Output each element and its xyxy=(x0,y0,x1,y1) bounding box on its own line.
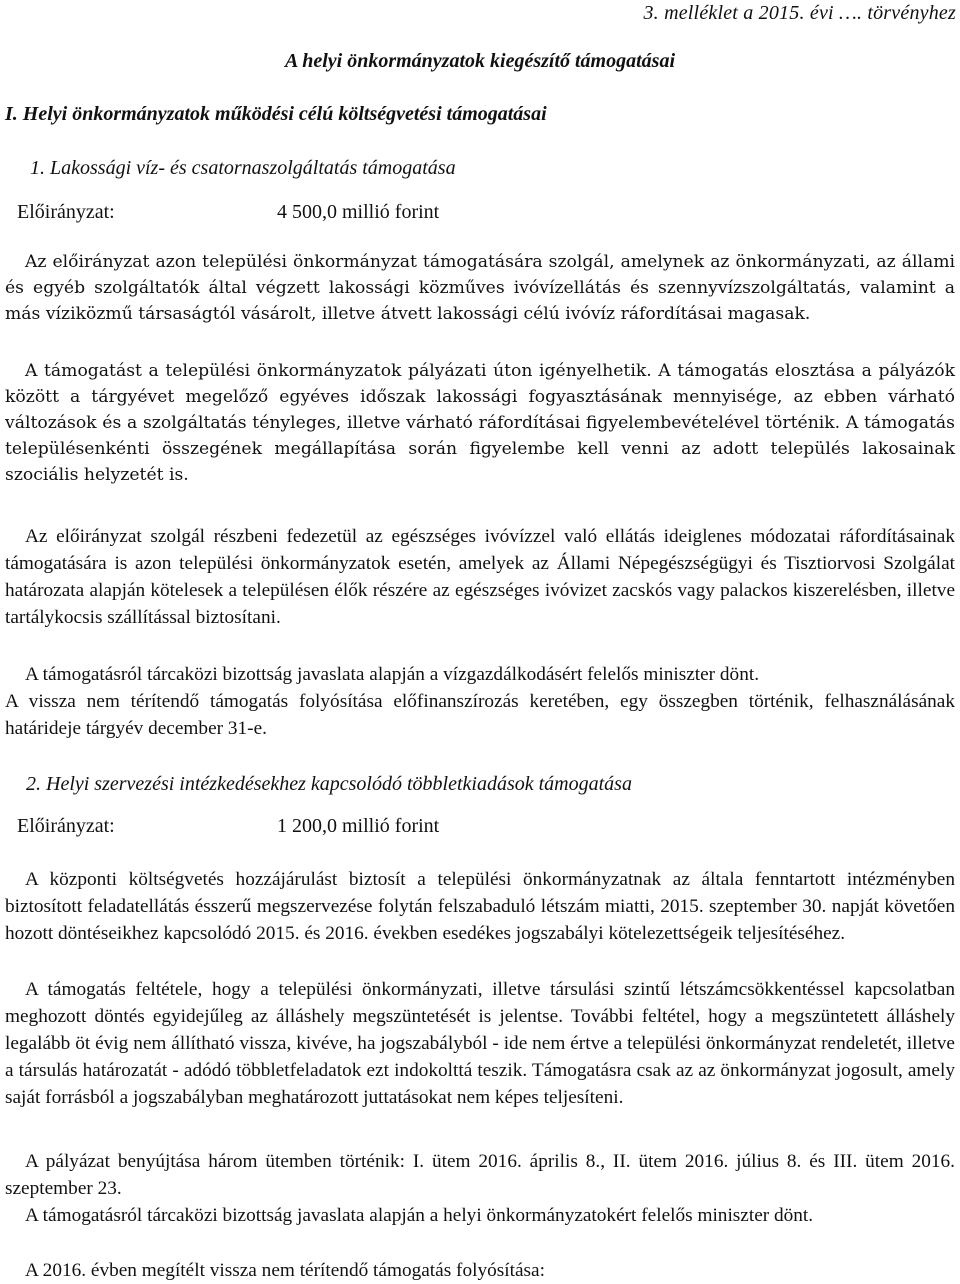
item2-heading: 2. Helyi szervezési intézkedésekhez kapcsolódó többletkiadások támogatása xyxy=(26,773,632,795)
annex-reference: 3. melléklet a 2015. évi …. törvényhez xyxy=(643,2,956,24)
item2-paragraph-1: A központi költségvetés hozzájárulást biztosít a települési önkormányzatnak az általa fenntartott intézményben biztosított feladatellátás ésszerű megszervezése folytán felszabaduló létszám miatti, 2015. szeptember 30. napját követően hozott döntéseikhez kapcsolódó 2015. és 2016. években esedékes jogszabályi kötelezettségeik teljesítéséhez. xyxy=(5,869,955,944)
item2-paragraph-3: A pályázat benyújtása három ütemben történik: I. ütem 2016. április 8., II. ütem 2016. július 8. és III. ütem 2016. szeptember 23. xyxy=(5,1151,955,1199)
item2-paragraph-2: A támogatás feltétele, hogy a települési önkormányzati, illetve társulási szintű létszámcsökkentéssel kapcsolatban meghozott döntés egyidejűleg az álláshely megszüntetését is jelentse. További feltétel, hogy a megszüntetett álláshely legalább öt évig nem állítható vissza, kivéve, ha jogszabályból - ide nem értve a települési önkormányzat rendeletét, illetve a társulás határozatát - adódó többletfeladatok ezt indokolttá teszik. Támogatásra csak az az önkormányzat jogosult, amely saját forrásból a jogszabályban meghatározott juttatásokat nem képes teljesíteni. xyxy=(5,979,955,1108)
item1-allocation-amount: 4 500,0 millió forint xyxy=(277,201,440,223)
item1-paragraph-5: A vissza nem térítendő támogatás folyósítása előfinanszírozás keretében, egy összegben történik, felhasználásának határideje tárgyév december 31-e. xyxy=(5,691,955,739)
document-title-text: A helyi önkormányzatok kiegészítő támogatásai xyxy=(284,50,676,72)
item2-allocation-label: Előirányzat: xyxy=(17,815,115,837)
item1-allocation-label: Előirányzat: xyxy=(17,201,115,223)
item1-paragraph-4: A támogatásról tárcaközi bizottság javaslata alapján a vízgazdálkodásért felelős miniszter dönt. xyxy=(25,664,760,685)
item2-paragraph-5: A 2016. évben megítélt vissza nem térítendő támogatás folyósítása: xyxy=(25,1260,545,1281)
section-heading: I. Helyi önkormányzatok működési célú költségvetési támogatásai xyxy=(5,103,547,125)
item2-allocation-amount: 1 200,0 millió forint xyxy=(277,815,440,837)
item1-paragraph-3: Az előirányzat szolgál részbeni fedezetül az egészséges ivóvízzel való ellátás ideiglenes módozatai ráfordításainak támogatására is azon települési önkormányzatok esetén, amelyek az Állami Népegészségügyi és Tisztiorvosi Szolgálat határozata alapján kötelesek a településen élők részére az egészséges ivóvizet zacskós vagy palackos kiszerelésben, illetve tartálykocsis szállítással biztosítani. xyxy=(5,526,955,628)
item1-paragraph-2-first xyxy=(5,358,955,488)
document-title xyxy=(0,50,960,73)
item1-paragraph-1: Az előirányzat azon települési önkormányzat támogatására szolgál, amelynek az önkormányzati, az állami és egyéb szolgáltatók által végzett lakossági közműves ivóvízellátás és szennyvízszolgáltatás, valamint a más víziközmű társaságtól vásárolt, illetve átvett lakossági célú ivóvíz ráfordításai magasak. xyxy=(5,252,955,324)
item1-heading: 1. Lakossági víz- és csatornaszolgáltatás támogatása xyxy=(30,157,456,179)
item2-paragraph-4: A támogatásról tárcaközi bizottság javaslata alapján a helyi önkormányzatokért felelős miniszter dönt. xyxy=(25,1205,814,1226)
item1-paragraph-2-text: A támogatást a települési önkormányzatok pályázati úton igényelhetik. A támogatás elosztása a pályázók között a tárgyévet megelőző egyéves időszak lakossági fogyasztásának mennyisége, az ebben várható változások és a szolgáltatás tényleges, illetve várható ráfordításai figyelembevételével történik. A támogatás településenkénti összegének megállapítása során figyelembe kell venni az adott település lakosainak szociális helyzetét is. xyxy=(5,361,955,485)
